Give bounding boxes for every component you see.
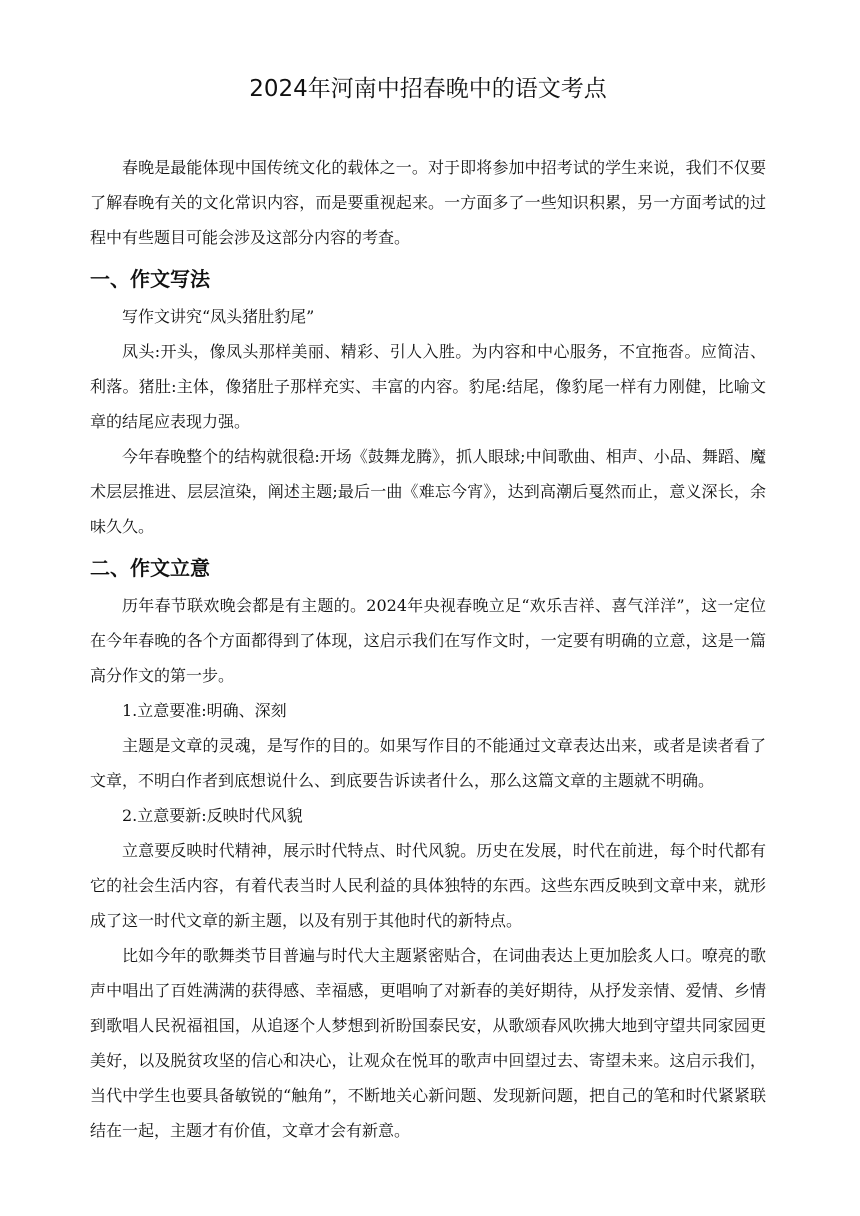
subheading: 2.立意要新:反映时代风貌	[122, 806, 303, 825]
paragraph: 写作文讲究“凤头猪肚豹尾”	[122, 307, 315, 326]
paragraph: 立意要反映时代精神，展示时代特点、时代风貌。历史在发展，时代在前进，每个时代都有它的社会生活内容，有着代表当时人民利益的具体独特的东西。这些东西反映到文章中来，就形成了这一时代文章的新主题，以及有别于其他时代的新特点。	[90, 841, 766, 930]
section-heading-theme: 二、作文立意	[90, 556, 210, 580]
paragraph: 历年春节联欢晚会都是有主题的。2024年央视春晚立足“欢乐吉祥、喜气洋洋”，这一定位在今年春晚的各个方面都得到了体现，这启示我们在写作文时，一定要有明确的立意，这是一篇高分作文的第一步。	[90, 596, 766, 685]
paragraph: 今年春晚整个的结构就很稳:开场《鼓舞龙腾》，抓人眼球;中间歌曲、相声、小品、舞蹈、魔术层层推进、层层渲染，阐述主题;最后一曲《难忘今宵》，达到高潮后戛然而止，意义深长，余味久久。	[90, 447, 766, 536]
paragraph: 凤头:开头，像凤头那样美丽、精彩、引人入胜。为内容和中心服务，不宜拖沓。应简洁、利落。猪肚:主体，像猪肚子那样充实、丰富的内容。豹尾:结尾，像豹尾一样有力刚健，比喻文章的结尾应表现力强。	[90, 342, 766, 431]
paragraph: 主题是文章的灵魂，是写作的目的。如果写作目的不能通过文章表达出来，或者是读者看了文章，不明白作者到底想说什么、到底要告诉读者什么，那么这篇文章的主题就不明确。	[90, 736, 766, 790]
page-title: 2024年河南中招春晚中的语文考点	[249, 76, 607, 102]
paragraph: 比如今年的歌舞类节目普遍与时代大主题紧密贴合，在词曲表达上更加脍炙人口。嘹亮的歌声中唱出了百姓满满的获得感、幸福感，更唱响了对新春的美好期待，从抒发亲情、爱情、乡情到歌唱人民祝福祖国，从追逐个人梦想到祈盼国泰民安，从歌颂春风吹拂大地到守望共同家园更美好，以及脱贫攻坚的信心和决心，让观众在悦耳的歌声中回望过去、寄望未来。这启示我们，当代中学生也要具备敏锐的“触角”，不断地关心新问题、发现新问题，把自己的笔和时代紧紧联结在一起，主题才有价值，文章才会有新意。	[90, 946, 766, 1140]
intro-paragraph: 春晚是最能体现中国传统文化的载体之一。对于即将参加中招考试的学生来说，我们不仅要了解春晚有关的文化常识内容，而是要重视起来。一方面多了一些知识积累，另一方面考试的过程中有些题目可能会涉及这部分内容的考查。	[90, 158, 766, 247]
subheading: 1.立意要准:明确、深刻	[122, 701, 287, 720]
section-heading-writing: 一、作文写法	[90, 267, 210, 291]
